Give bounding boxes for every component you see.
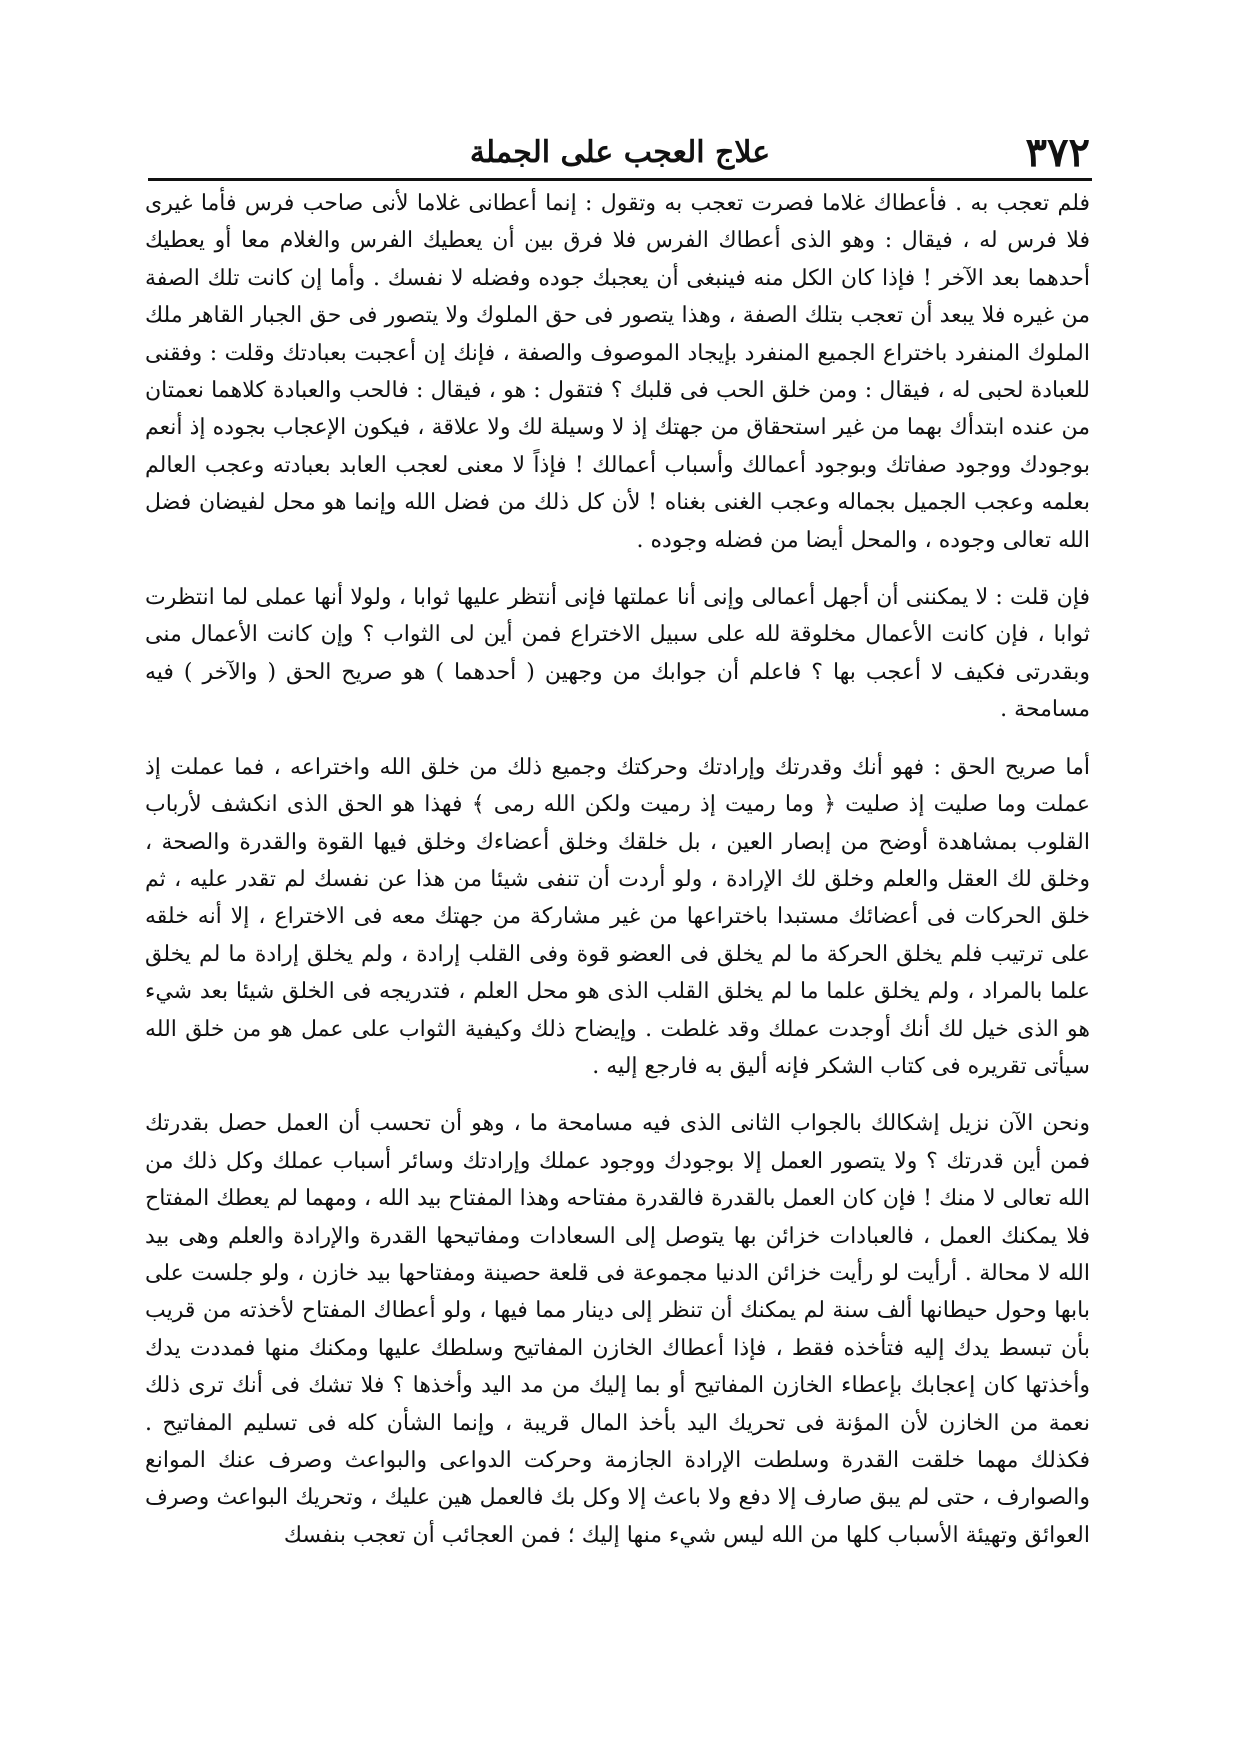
header-rule	[148, 178, 1092, 181]
paragraph: ونحن الآن نزيل إشكالك بالجواب الثانى الذى فيه مسامحة ما ، وهو أن تحسب أن العمل حصل بقدرتك فمن أين قدرتك ؟ ولا يتصور العمل إلا بوجودك ووجود عملك وإرادتك وسائر أسباب عملك وكل ذلك من الله تعالى لا منك ! فإن كان العمل بالقدرة فالقدرة مفتاحه وهذا المفتاح بيد الله ، ومهما لم يعطك المفتاح فلا يمكنك العمل ، فالعبادات خزائن بها يتوصل إلى السعادات ومفاتيحها القدرة والإرادة والعلم وهى بيد الله لا محالة . أرأيت لو رأيت خزائن الدنيا مجموعة فى قلعة حصينة ومفتاحها بيد خازن ، ولو جلست على بابها وحول حيطانها ألف سنة لم يمكنك أن تنظر إلى دينار مما فيها ، ولو أعطاك المفتاح لأخذته من قريب بأن تبسط يدك إليه فتأخذه فقط ، فإذا أعطاك الخازن المفاتيح وسلطك عليها ومكنك منها فمددت يدك وأخذتها كان إعجابك بإعطاء الخازن المفاتيح أو بما إليك من مد اليد وأخذها ؟ فلا تشك فى أنك ترى ذلك نعمة من الخازن لأن المؤنة فى تحريك اليد بأخذ المال قريبة ، وإنما الشأن كله فى تسليم المفاتيح . فكذلك مهما خلقت القدرة وسلطت الإرادة الجازمة وحركت الدواعى والبواعث وصرف عنك الموانع والصوارف ، حتى لم يبق صارف إلا دفع ولا باعث إلا وكل بك فالعمل هين عليك ، وتحريك البواعث وصرف العوائق وتهيئة الأسباب كلها من الله ليس شيء منها إليك ؛ فمن العجائب أن تعجب بنفسك	[145, 1111, 1091, 1548]
page-number: ٣٧٢	[1025, 129, 1090, 176]
page-header	[150, 128, 1090, 178]
running-title: علاج العجب على الجملة	[469, 135, 771, 170]
paragraph: أما صريح الحق : فهو أنك وقدرتك وإرادتك وحركتك وجميع ذلك من خلق الله واختراعه ، فما عملت إذ عملت وما صليت إذ صليت ﴿ وما رميت إذ رميت ولكن الله رمى ﴾ فهذا هو الحق الذى انكشف لأرباب القلوب بمشاهدة أوضح من إبصار العين ، بل خلقك وخلق أعضاءك وخلق فيها القوة والقدرة والصحة ، وخلق لك العقل والعلم وخلق لك الإرادة ، ولو أردت أن تنفى شيئا من هذا عن نفسك لم تقدر عليه ، ثم خلق الحركات فى أعضائك مستبدا باختراعها من غير مشاركة من جهتك معه فى الاختراع ، إلا أنه خلقه على ترتيب فلم يخلق الحركة ما لم يخلق فى العضو قوة وفى القلب إرادة ، ولم يخلق إرادة ما لم يخلق علما بالمراد ، ولم يخلق علما ما لم يخلق القلب الذى هو محل العلم ، فتدريجه فى الخلق شيئا بعد شيء هو الذى خيل لك أنك أوجدت عملك وقد غلطت . وإيضاح ذلك وكيفية الثواب على عمل هو من خلق الله سيأتى تقريره فى كتاب الشكر فإنه أليق به فارجع إليه .	[145, 754, 1090, 1079]
paragraph: فلم تعجب به . فأعطاك غلاما فصرت تعجب به وتقول : إنما أعطانى غلاما لأنى صاحب فرس فأما غيرى فلا فرس له ، فيقال : وهو الذى أعطاك الفرس فلا فرق بين أن يعطيك الفرس والغلام معا أو يعطيك أحدهما بعد الآخر ! فإذا كان الكل منه فينبغى أن يعجبك جوده وفضله لا نفسك . وأما إن كانت تلك الصفة من غيره فلا يبعد أن تعجب بتلك الصفة ، وهذا يتصور فى حق الملوك ولا يتصور فى حق الجبار القاهر ملك الملوك المنفرد باختراع الجميع المنفرد بإيجاد الموصوف والصفة ، فإنك إن أعجبت بعبادتك وقلت : وفقنى للعبادة لحبى له ، فيقال : ومن خلق الحب فى قلبك ؟ فتقول : هو ، فيقال : فالحب والعبادة كلاهما نعمتان من عنده ابتدأك بهما من غير استحقاق من جهتك إذ لا وسيلة لك ولا علاقة ، فيكون الإعجاب بجوده إذ أنعم بوجودك ووجود صفاتك وبوجود أعمالك وأسباب أعمالك ! فإذاً لا معنى لعجب العابد بعبادته وعجب العالم بعلمه وعجب الجميل بجماله وعجب الغنى بغناه ! لأن كل ذلك من فضل الله وإنما هو محل لفيضان فضل الله تعالى وجوده ، والمحل أيضا من فضله وجوده .	[145, 191, 1090, 553]
paragraph: فإن قلت : لا يمكننى أن أجهل أعمالى وإنى أنا عملتها فإنى أنتظر عليها ثوابا ، ولولا أنها عملى لما انتظرت ثوابا ، فإن كانت الأعمال مخلوقة لله على سبيل الاختراع فمن أين لى الثواب ؟ وإن كانت الأعمال منى وبقدرتى فكيف لا أعجب بها ؟ فاعلم أن جوابك من وجهين ( أحدهما ) هو صريح الحق ( والآخر ) فيه مسامحة .	[145, 585, 1090, 723]
body-text	[145, 185, 1090, 1574]
